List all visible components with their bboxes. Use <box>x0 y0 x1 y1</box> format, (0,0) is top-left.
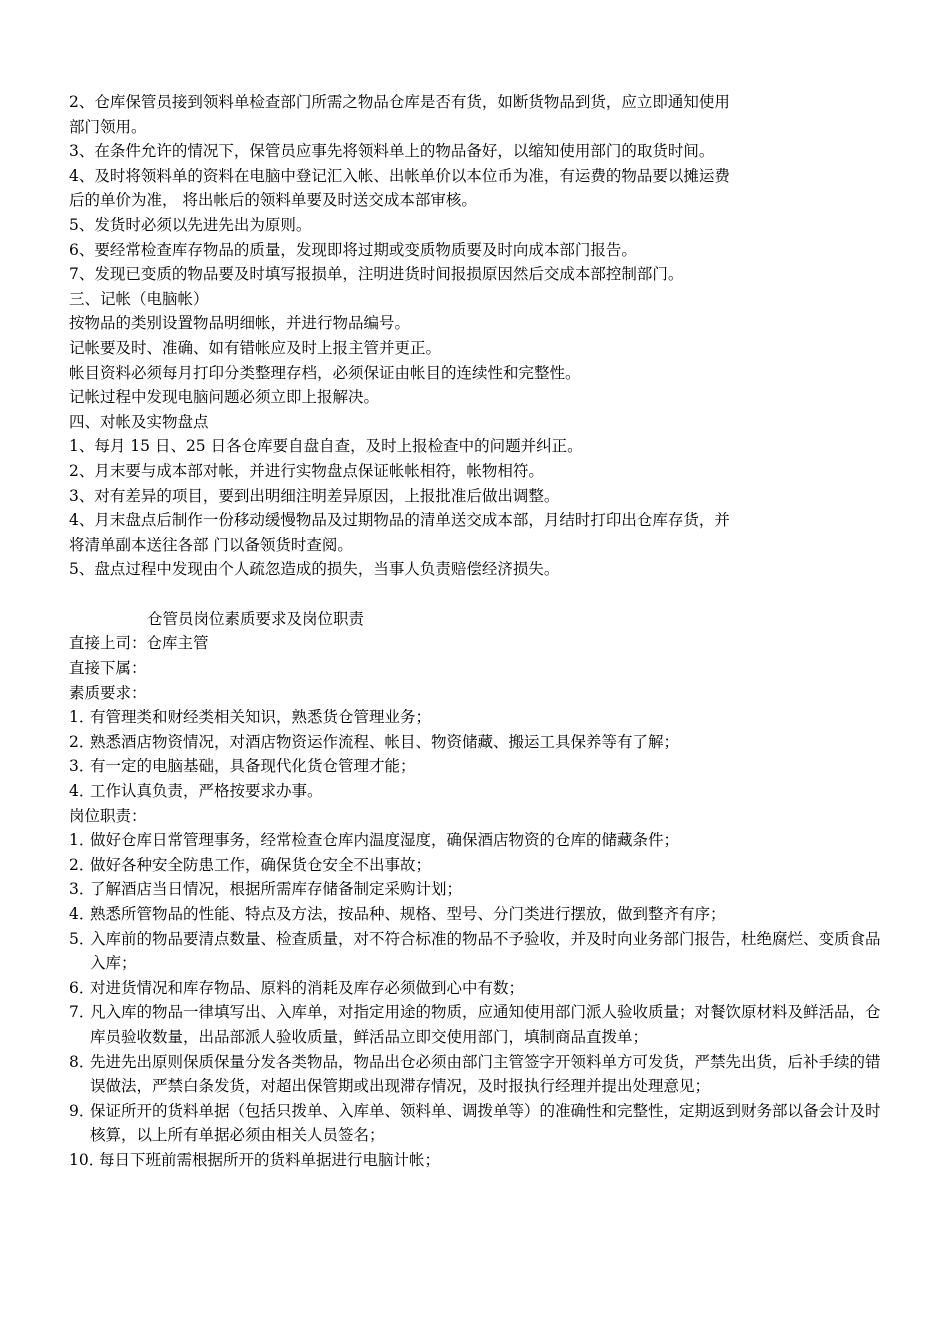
paragraph-5: 5、发货时必须以先进先出为原则。 <box>69 215 312 234</box>
duty-item-number: 6． <box>69 978 95 997</box>
duty-item-number: 8． <box>69 1052 95 1071</box>
duty-item <box>69 902 889 927</box>
direct-superior: 直接上司：仓库主管 <box>69 634 209 653</box>
document-page <box>69 90 889 1173</box>
duty-item <box>69 1099 889 1148</box>
reconciliation-line-2: 2、月末要与成本部对帐，并进行实物盘点保证帐帐相符，帐物相符。 <box>69 461 544 480</box>
duty-item-text: 熟悉所管物品的性能、特点及方法，按品种、规格、型号、分门类进行摆放，做到整齐有序； <box>90 905 726 923</box>
quality-item-text: 有管理类和财经类相关知识，熟悉货仓管理业务； <box>90 708 432 727</box>
duty-item-number: 7． <box>69 1003 95 1022</box>
duty-item-number: 10． <box>69 1150 105 1169</box>
bookkeeping-line-2: 记帐要及时、准确、如有错帐应及时上报主管并更正。 <box>69 338 442 357</box>
paragraph-gap <box>69 582 889 607</box>
duty-item-text: 保证所开的货料单据（包括只拨单、入库单、领料单、调拨单等）的准确性和完整性，定期返到财务部以备会计及时核算，以上所有单据必须由相关人员签名； <box>90 1101 881 1145</box>
duty-item <box>69 1148 889 1173</box>
quality-item-number: 2． <box>69 732 95 751</box>
duty-item-text: 凡入库的物品一律填写出、入库单，对指定用途的物质，应通知使用部门派人验收质量；对餐饮原材料及鲜活品，仓库员验收数量，出品部派人验收质量，鲜活品立即交使用部门，填制商品直拨单； <box>90 1003 881 1046</box>
duty-item-text: 做好各种安全防患工作，确保货仓安全不出事故； <box>90 855 432 874</box>
quality-item-text: 熟悉酒店物资情况，对酒店物资运作流程、帐目、物资储藏、搬运工具保养等有了解； <box>90 732 680 751</box>
duty-item-number: 5． <box>69 929 95 948</box>
duty-item-number: 4． <box>69 905 95 923</box>
duty-item <box>69 976 889 1001</box>
quality-item-number: 1． <box>69 708 95 727</box>
quality-item-text: 有一定的电脑基础，具备现代化货仓管理才能； <box>90 757 416 776</box>
duty-item-text: 对进货情况和库存物品、原料的消耗及库存必须做到心中有数； <box>90 978 525 997</box>
duty-item-number: 3． <box>69 880 95 899</box>
paragraph-7: 7、发现已变质的物品要及时填写报损单，注明进货时间报损原因然后交成本部控制部门。 <box>69 265 684 284</box>
duty-item-text: 入库前的物品要清点数量、检查质量，对不符合标准的物品不予验收，并及时向业务部门报告，杜绝腐烂、变质食品入库； <box>90 929 881 973</box>
quality-item <box>69 754 889 779</box>
direct-subordinate: 直接下属： <box>69 659 147 678</box>
paragraph-3: 3、在条件允许的情况下，保管员应事先将领料单上的物品备好，以缩知使用部门的取货时间。 <box>69 142 715 161</box>
duty-item-text: 了解酒店当日情况，根据所需库存储备制定采购计划； <box>90 880 463 899</box>
duty-item <box>69 1050 889 1099</box>
duty-item-text: 每日下班前需根据所开的货料单据进行电脑计帐； <box>99 1150 441 1169</box>
reconciliation-line-4a: 4、月末盘点后制作一份移动缓慢物品及过期物品的清单送交成本部，月结时打印出仓库存货，并 <box>69 511 730 530</box>
reconciliation-line-1: 1、每月 15 日、25 日各仓库要自盘自查，及时上报检查中的问题并纠正。 <box>69 437 583 456</box>
reconciliation-line-3: 3、对有差异的项目，要到出明细注明差异原因，上报批准后做出调整。 <box>69 486 560 505</box>
duty-item <box>69 1000 889 1049</box>
reconciliation-line-5: 5、盘点过程中发现由个人疏忽造成的损失，当事人负责赔偿经济损失。 <box>69 560 560 579</box>
quality-item <box>69 705 889 730</box>
quality-item-text: 工作认真负责，严格按要求办事。 <box>90 782 323 801</box>
duty-item-text: 先进先出原则保质保量分发各类物品，物品出仓必须由部门主管签字开领料单方可发货，严禁先出货，后补手续的错误做法，严禁白条发货，对超出保管期或出现滞存情况，及时报执行经理并提出处理意见； <box>90 1052 881 1096</box>
quality-item <box>69 779 889 804</box>
quality-item <box>69 730 889 755</box>
quality-requirements-heading: 素质要求： <box>69 683 147 702</box>
paragraph-4-line-1: 4、及时将领料单的资料在电脑中登记汇入帐、出帐单价以本位币为准，有运费的物品要以摊运费 <box>69 166 730 185</box>
duty-item-number: 9． <box>69 1101 95 1120</box>
paragraph-2-line-2: 部门领用。 <box>69 117 147 136</box>
duty-item-text: 做好仓库日常管理事务，经常检查仓库内温度湿度，确保酒店物资的仓库的储藏条件； <box>90 831 680 850</box>
job-description-title: 仓管员岗位素质要求及岗位职责 <box>147 609 365 628</box>
paragraph-4-line-2: 后的单价为准， 将出帐后的领料单要及时送交成本部审核。 <box>69 191 477 210</box>
duty-item <box>69 828 889 853</box>
duty-item <box>69 877 889 902</box>
section-heading-reconciliation: 四、对帐及实物盘点 <box>69 412 209 431</box>
bookkeeping-line-3: 帐目资料必须每月打印分类整理存档，必须保证由帐目的连续性和完整性。 <box>69 363 581 382</box>
section-heading-bookkeeping: 三、记帐（电脑帐） <box>69 289 209 308</box>
bookkeeping-line-4: 记帐过程中发现电脑问题必须立即上报解决。 <box>69 388 380 407</box>
duty-item <box>69 927 889 976</box>
reconciliation-line-4b: 将清单副本送往各部 门以备领货时查阅。 <box>69 535 353 554</box>
duty-item <box>69 853 889 878</box>
quality-item-number: 3． <box>69 757 95 776</box>
bookkeeping-line-1: 按物品的类别设置物品明细帐，并进行物品编号。 <box>69 314 411 333</box>
duties-heading: 岗位职责： <box>69 806 147 825</box>
quality-item-number: 4． <box>69 782 95 801</box>
paragraph-2-line-1: 2、仓库保管员接到领料单检查部门所需之物品仓库是否有货，如断货物品到货，应立即通知使用 <box>69 93 730 111</box>
duty-item-number: 1． <box>69 831 95 850</box>
duty-item-number: 2． <box>69 855 95 874</box>
paragraph-6: 6、要经常检查库存物品的质量，发现即将过期或变质物质要及时向成本部门报告。 <box>69 240 637 259</box>
